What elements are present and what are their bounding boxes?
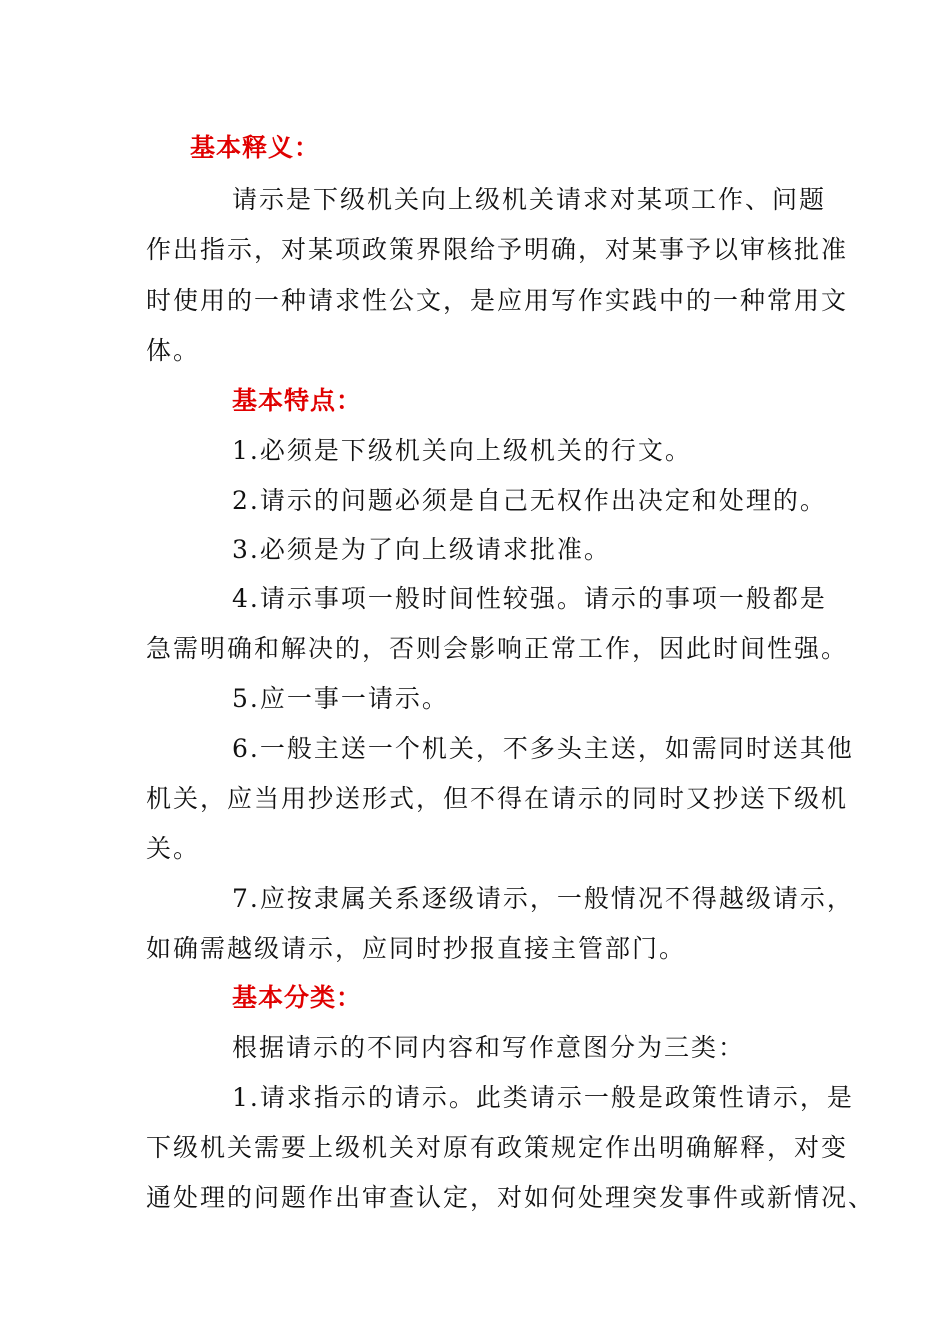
paragraph-line: 作出指示，对某项政策界限给予明确，对某事予以审核批准 [146, 235, 849, 264]
heading-basic-definition: 基本释义： [190, 133, 321, 162]
paragraph-line: 体。 [146, 336, 201, 365]
list-item-continuation: 机关，应当用抄送形式，但不得在请示的同时又抄送下级机 [146, 784, 849, 813]
list-item-continuation: 如确需越级请示，应同时抄报直接主管部门。 [146, 934, 687, 963]
paragraph-line: 根据请示的不同内容和写作意图分为三类： [232, 1033, 746, 1062]
list-item: 1.请求指示的请示。此类请示一般是政策性请示，是 [232, 1083, 854, 1112]
list-item: 6.一般主送一个机关，不多头主送，如需同时送其他 [232, 734, 854, 763]
list-item: 4.请示事项一般时间性较强。请示的事项一般都是 [232, 584, 827, 613]
list-item-continuation: 关。 [146, 834, 201, 863]
heading-basic-features: 基本特点： [232, 386, 363, 415]
list-item: 3.必须是为了向上级请求批准。 [232, 535, 611, 564]
list-item: 1.必须是下级机关向上级机关的行文。 [232, 436, 692, 465]
list-item: 2.请示的问题必须是自己无权作出决定和处理的。 [232, 486, 827, 515]
heading-basic-classification: 基本分类： [232, 983, 363, 1012]
list-item-continuation: 急需明确和解决的，否则会影响正常工作，因此时间性强。 [146, 634, 849, 663]
paragraph-line: 请示是下级机关向上级机关请求对某项工作、问题 [232, 185, 827, 214]
list-item: 7.应按隶属关系逐级请示，一般情况不得越级请示， [232, 884, 854, 913]
list-item-continuation: 下级机关需要上级机关对原有政策规定作出明确解释，对变 [146, 1133, 849, 1162]
list-item: 5.应一事一请示。 [232, 684, 449, 713]
list-item-continuation: 通处理的问题作出审查认定，对如何处理突发事件或新情况、 [146, 1183, 876, 1212]
paragraph-line: 时使用的一种请求性公文，是应用写作实践中的一种常用文 [146, 286, 849, 315]
